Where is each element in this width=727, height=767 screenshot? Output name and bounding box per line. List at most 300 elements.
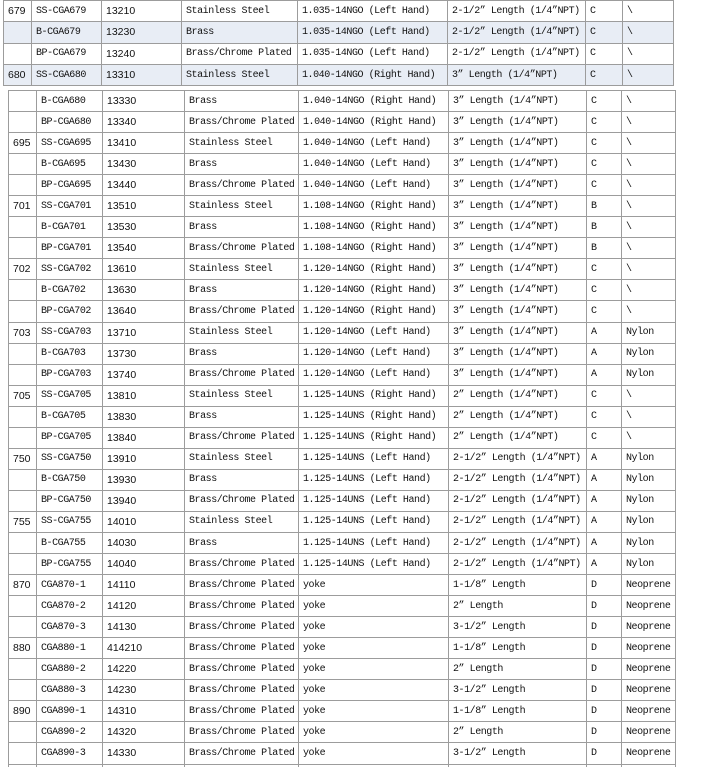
length-cell: 3” Length (1/4”NPT) — [449, 133, 587, 153]
length-cell: 3-1/2” Length — [449, 680, 587, 700]
type-cell: C — [587, 154, 622, 174]
table-row — [9, 365, 676, 386]
item-code-cell: 14010 — [103, 512, 185, 532]
table-row — [9, 470, 676, 491]
item-code-cell: 13610 — [103, 259, 185, 279]
material-cell: Brass/Chrome Plated — [185, 722, 299, 742]
connection-cell: yoke — [299, 743, 449, 763]
part-number-cell: B-CGA750 — [37, 470, 103, 490]
material-cell: Brass/Chrome Plated — [182, 44, 298, 64]
type-cell: A — [587, 323, 622, 343]
item-code-cell: 13930 — [103, 470, 185, 490]
material-cell: Brass — [185, 470, 299, 490]
part-number-cell: CGA880-2 — [37, 659, 103, 679]
item-code-cell: 14330 — [103, 743, 185, 763]
type-cell: D — [587, 722, 622, 742]
length-cell: 2-1/2” Length (1/4”NPT) — [449, 533, 587, 553]
type-cell: D — [587, 680, 622, 700]
part-number-cell: SS-CGA750 — [37, 449, 103, 469]
washer-cell: Neoprene — [622, 617, 676, 637]
length-cell: 2-1/2” Length (1/4”NPT) — [449, 491, 587, 511]
material-cell: Brass/Chrome Plated — [185, 365, 299, 385]
length-cell: 2-1/2” Length (1/4”NPT) — [448, 1, 586, 21]
length-cell: 3” Length (1/4”NPT) — [449, 112, 587, 132]
table-row — [9, 175, 676, 196]
washer-cell: \ — [622, 133, 676, 153]
length-cell: 3” Length (1/4”NPT) — [449, 238, 587, 258]
item-code-cell: 13910 — [103, 449, 185, 469]
table-row — [9, 112, 676, 133]
part-number-cell: SS-CGA702 — [37, 259, 103, 279]
washer-cell: \ — [622, 280, 676, 300]
length-cell: 2-1/2” Length (1/4”NPT) — [449, 554, 587, 574]
item-code-cell: 13440 — [103, 175, 185, 195]
cga-number-cell — [9, 470, 37, 490]
table-row — [9, 554, 676, 575]
connection-cell: yoke — [299, 596, 449, 616]
washer-cell: \ — [622, 238, 676, 258]
washer-cell: \ — [623, 65, 674, 85]
part-number-cell: SS-CGA703 — [37, 323, 103, 343]
table-row — [9, 512, 676, 533]
material-cell: Brass — [185, 217, 299, 237]
connection-cell: yoke — [299, 701, 449, 721]
connection-cell: 1.125-14UNS (Right Hand) — [299, 386, 449, 406]
material-cell: Stainless Steel — [185, 449, 299, 469]
length-cell: 3” Length (1/4”NPT) — [449, 365, 587, 385]
type-cell: C — [586, 1, 623, 21]
cga-number-cell: 679 — [4, 1, 32, 21]
cga-number-cell — [9, 491, 37, 511]
cga-number-cell: 705 — [9, 386, 37, 406]
part-number-cell: B-CGA701 — [37, 217, 103, 237]
part-number-cell: SS-CGA705 — [37, 386, 103, 406]
part-number-cell: BP-CGA702 — [37, 301, 103, 321]
type-cell: C — [586, 65, 623, 85]
part-number-cell: SS-CGA679 — [32, 1, 102, 21]
table-row — [9, 743, 676, 764]
connection-cell: 1.125-14UNS (Left Hand) — [299, 533, 449, 553]
material-cell: Brass/Chrome Plated — [185, 596, 299, 616]
part-number-cell: CGA890-2 — [37, 722, 103, 742]
material-cell: Brass/Chrome Plated — [185, 175, 299, 195]
table-row — [9, 407, 676, 428]
cga-number-cell: 755 — [9, 512, 37, 532]
material-cell: Brass/Chrome Plated — [185, 659, 299, 679]
connection-cell: 1.120-14NGO (Right Hand) — [299, 301, 449, 321]
item-code-cell: 13730 — [103, 344, 185, 364]
material-cell: Stainless Steel — [185, 133, 299, 153]
length-cell: 3” Length (1/4”NPT) — [449, 154, 587, 174]
material-cell: Brass — [185, 344, 299, 364]
cga-number-cell — [9, 659, 37, 679]
connection-cell: 1.120-14NGO (Right Hand) — [299, 259, 449, 279]
table-row — [9, 259, 676, 280]
table-row — [9, 659, 676, 680]
part-number-cell: BP-CGA705 — [37, 428, 103, 448]
type-cell: A — [587, 344, 622, 364]
length-cell: 3-1/2” Length — [449, 617, 587, 637]
part-number-cell: CGA880-3 — [37, 680, 103, 700]
length-cell: 3” Length (1/4”NPT) — [449, 91, 587, 111]
connection-cell: yoke — [299, 722, 449, 742]
part-number-cell: BP-CGA750 — [37, 491, 103, 511]
material-cell: Brass/Chrome Plated — [185, 617, 299, 637]
table-row — [9, 617, 676, 638]
material-cell: Brass/Chrome Plated — [185, 743, 299, 763]
type-cell: A — [587, 512, 622, 532]
table-row — [9, 217, 676, 238]
cga-number-cell — [9, 238, 37, 258]
connection-cell: 1.125-14UNS (Left Hand) — [299, 554, 449, 574]
connection-cell: 1.108-14NGO (Right Hand) — [299, 217, 449, 237]
connection-cell: 1.125-14UNS (Left Hand) — [299, 491, 449, 511]
type-cell: C — [587, 91, 622, 111]
part-number-cell: B-CGA695 — [37, 154, 103, 174]
material-cell: Brass/Chrome Plated — [185, 701, 299, 721]
washer-cell: Nylon — [622, 554, 676, 574]
cga-number-cell: 703 — [9, 323, 37, 343]
material-cell: Brass/Chrome Plated — [185, 428, 299, 448]
item-code-cell: 13810 — [103, 386, 185, 406]
material-cell: Stainless Steel — [185, 323, 299, 343]
item-code-cell: 414210 — [103, 638, 185, 658]
cga-number-cell — [4, 22, 32, 42]
table-row — [9, 154, 676, 175]
length-cell: 3” Length (1/4”NPT) — [449, 175, 587, 195]
part-number-cell: B-CGA679 — [32, 22, 102, 42]
cga-number-cell — [9, 554, 37, 574]
cga-number-cell — [9, 301, 37, 321]
table-row — [9, 449, 676, 470]
type-cell: D — [587, 743, 622, 763]
connection-cell: 1.125-14UNS (Left Hand) — [299, 512, 449, 532]
material-cell: Brass — [185, 407, 299, 427]
washer-cell: Nylon — [622, 470, 676, 490]
cga-number-cell — [9, 175, 37, 195]
material-cell: Brass — [185, 280, 299, 300]
length-cell: 2” Length — [449, 596, 587, 616]
type-cell: A — [587, 470, 622, 490]
part-number-cell: CGA870-3 — [37, 617, 103, 637]
table-row — [4, 1, 674, 22]
part-number-cell: BP-CGA680 — [37, 112, 103, 132]
part-number-cell: B-CGA755 — [37, 533, 103, 553]
type-cell: B — [587, 238, 622, 258]
connection-cell: 1.120-14NGO (Left Hand) — [299, 344, 449, 364]
washer-cell: \ — [622, 112, 676, 132]
part-number-cell: SS-CGA680 — [32, 65, 102, 85]
connection-cell: 1.108-14NGO (Right Hand) — [299, 238, 449, 258]
length-cell: 3” Length (1/4”NPT) — [449, 301, 587, 321]
washer-cell: \ — [622, 407, 676, 427]
fittings-table-main — [8, 90, 676, 765]
table-row — [9, 428, 676, 449]
length-cell: 3” Length (1/4”NPT) — [449, 259, 587, 279]
type-cell: D — [587, 575, 622, 595]
part-number-cell: B-CGA702 — [37, 280, 103, 300]
type-cell: A — [587, 533, 622, 553]
length-cell: 2-1/2” Length (1/4”NPT) — [448, 44, 586, 64]
part-number-cell: BP-CGA701 — [37, 238, 103, 258]
length-cell: 2” Length — [449, 722, 587, 742]
connection-cell: 1.040-14NGO (Left Hand) — [299, 175, 449, 195]
type-cell: B — [587, 196, 622, 216]
material-cell: Brass/Chrome Plated — [185, 301, 299, 321]
type-cell: D — [587, 659, 622, 679]
part-number-cell: B-CGA705 — [37, 407, 103, 427]
connection-cell: 1.125-14UNS (Right Hand) — [299, 428, 449, 448]
washer-cell: Neoprene — [622, 638, 676, 658]
cga-number-cell — [9, 154, 37, 174]
material-cell: Brass/Chrome Plated — [185, 554, 299, 574]
cga-number-cell — [9, 217, 37, 237]
length-cell: 3-1/2” Length — [449, 743, 587, 763]
type-cell: D — [587, 596, 622, 616]
cga-number-cell — [9, 280, 37, 300]
washer-cell: Nylon — [622, 365, 676, 385]
connection-cell: 1.040-14NGO (Right Hand) — [299, 112, 449, 132]
length-cell: 2-1/2” Length (1/4”NPT) — [449, 449, 587, 469]
material-cell: Stainless Steel — [185, 259, 299, 279]
cga-number-cell — [9, 91, 37, 111]
length-cell: 3” Length (1/4”NPT) — [449, 323, 587, 343]
length-cell: 2” Length (1/4”NPT) — [449, 428, 587, 448]
material-cell: Stainless Steel — [182, 1, 298, 21]
connection-cell: yoke — [299, 680, 449, 700]
material-cell: Brass — [182, 22, 298, 42]
length-cell: 2-1/2” Length (1/4”NPT) — [448, 22, 586, 42]
connection-cell: 1.125-14UNS (Left Hand) — [299, 449, 449, 469]
item-code-cell: 13740 — [103, 365, 185, 385]
table-row — [9, 638, 676, 659]
cga-number-cell: 870 — [9, 575, 37, 595]
part-number-cell: CGA890-1 — [37, 701, 103, 721]
table-row — [9, 344, 676, 365]
type-cell: A — [587, 491, 622, 511]
connection-cell: yoke — [299, 617, 449, 637]
table-row — [9, 491, 676, 512]
material-cell: Brass/Chrome Plated — [185, 638, 299, 658]
table-row — [9, 680, 676, 701]
material-cell: Stainless Steel — [185, 386, 299, 406]
type-cell: A — [587, 365, 622, 385]
item-code-cell: 13210 — [102, 1, 182, 21]
type-cell: C — [587, 259, 622, 279]
type-cell: A — [587, 449, 622, 469]
type-cell: D — [587, 701, 622, 721]
washer-cell: Neoprene — [622, 680, 676, 700]
connection-cell: 1.108-14NGO (Right Hand) — [299, 196, 449, 216]
item-code-cell: 13410 — [103, 133, 185, 153]
fittings-table-top — [3, 0, 674, 86]
cga-number-cell — [9, 365, 37, 385]
connection-cell: 1.125-14UNS (Right Hand) — [299, 407, 449, 427]
material-cell: Stainless Steel — [182, 65, 298, 85]
type-cell: B — [587, 217, 622, 237]
cga-number-cell — [9, 722, 37, 742]
washer-cell: \ — [622, 259, 676, 279]
connection-cell: 1.040-14NGO (Left Hand) — [299, 154, 449, 174]
washer-cell: \ — [622, 175, 676, 195]
washer-cell: Neoprene — [622, 743, 676, 763]
table-row — [4, 44, 674, 65]
cga-number-cell — [4, 44, 32, 64]
type-cell: C — [587, 175, 622, 195]
part-number-cell: CGA880-1 — [37, 638, 103, 658]
table-row — [9, 533, 676, 554]
table-row — [9, 701, 676, 722]
connection-cell: 1.040-14NGO (Left Hand) — [299, 133, 449, 153]
length-cell: 2” Length — [449, 659, 587, 679]
item-code-cell: 14220 — [103, 659, 185, 679]
item-code-cell: 13940 — [103, 491, 185, 511]
connection-cell: 1.040-14NGO (Right Hand) — [298, 65, 448, 85]
part-number-cell: CGA870-2 — [37, 596, 103, 616]
washer-cell: \ — [622, 91, 676, 111]
type-cell: C — [587, 112, 622, 132]
length-cell: 2-1/2” Length (1/4”NPT) — [449, 470, 587, 490]
length-cell: 3” Length (1/4”NPT) — [449, 280, 587, 300]
washer-cell: \ — [622, 196, 676, 216]
item-code-cell: 14310 — [103, 701, 185, 721]
table-row — [9, 596, 676, 617]
cga-number-cell: 702 — [9, 259, 37, 279]
part-number-cell: SS-CGA755 — [37, 512, 103, 532]
table-row — [9, 133, 676, 154]
item-code-cell: 13830 — [103, 407, 185, 427]
item-code-cell: 13640 — [103, 301, 185, 321]
connection-cell: 1.125-14UNS (Left Hand) — [299, 470, 449, 490]
length-cell: 1-1/8” Length — [449, 575, 587, 595]
connection-cell: 1.040-14NGO (Right Hand) — [299, 91, 449, 111]
washer-cell: \ — [623, 22, 674, 42]
part-number-cell: BP-CGA755 — [37, 554, 103, 574]
type-cell: A — [587, 554, 622, 574]
material-cell: Brass — [185, 154, 299, 174]
connection-cell: 1.120-14NGO (Left Hand) — [299, 323, 449, 343]
cga-number-cell — [9, 617, 37, 637]
washer-cell: Neoprene — [622, 722, 676, 742]
washer-cell: Nylon — [622, 533, 676, 553]
type-cell: C — [586, 44, 623, 64]
length-cell: 3” Length (1/4”NPT) — [449, 196, 587, 216]
type-cell: C — [587, 280, 622, 300]
table-row — [9, 323, 676, 344]
connection-cell: yoke — [299, 659, 449, 679]
type-cell: D — [587, 638, 622, 658]
washer-cell: Nylon — [622, 491, 676, 511]
washer-cell: Neoprene — [622, 575, 676, 595]
part-number-cell: BP-CGA703 — [37, 365, 103, 385]
item-code-cell: 13430 — [103, 154, 185, 174]
material-cell: Brass/Chrome Plated — [185, 112, 299, 132]
cga-number-cell: 890 — [9, 701, 37, 721]
cga-number-cell — [9, 344, 37, 364]
type-cell: D — [587, 617, 622, 637]
washer-cell: Neoprene — [622, 596, 676, 616]
length-cell: 1-1/8” Length — [449, 701, 587, 721]
table-row — [9, 722, 676, 743]
item-code-cell: 13710 — [103, 323, 185, 343]
cga-number-cell — [9, 428, 37, 448]
length-cell: 1-1/8” Length — [449, 638, 587, 658]
part-number-cell: BP-CGA695 — [37, 175, 103, 195]
washer-cell: Neoprene — [622, 659, 676, 679]
item-code-cell: 13230 — [102, 22, 182, 42]
length-cell: 2” Length (1/4”NPT) — [449, 407, 587, 427]
part-number-cell: BP-CGA679 — [32, 44, 102, 64]
washer-cell: \ — [622, 154, 676, 174]
table-row — [9, 386, 676, 407]
table-row — [9, 238, 676, 259]
material-cell: Brass — [185, 91, 299, 111]
table-row — [4, 22, 674, 43]
connection-cell: 1.035-14NGO (Left Hand) — [298, 44, 448, 64]
table-row — [9, 196, 676, 217]
washer-cell: Nylon — [622, 512, 676, 532]
material-cell: Stainless Steel — [185, 512, 299, 532]
connection-cell: 1.035-14NGO (Left Hand) — [298, 1, 448, 21]
table-row — [9, 280, 676, 301]
material-cell: Stainless Steel — [185, 196, 299, 216]
length-cell: 2” Length (1/4”NPT) — [449, 386, 587, 406]
table-row — [9, 575, 676, 596]
washer-cell: \ — [622, 217, 676, 237]
washer-cell: \ — [623, 1, 674, 21]
cga-number-cell — [9, 533, 37, 553]
item-code-cell: 13630 — [103, 280, 185, 300]
material-cell: Brass/Chrome Plated — [185, 491, 299, 511]
connection-cell: yoke — [299, 638, 449, 658]
part-number-cell: CGA870-1 — [37, 575, 103, 595]
washer-cell: \ — [623, 44, 674, 64]
washer-cell: Nylon — [622, 323, 676, 343]
cga-number-cell — [9, 596, 37, 616]
cga-number-cell: 680 — [4, 65, 32, 85]
item-code-cell: 14030 — [103, 533, 185, 553]
part-number-cell: SS-CGA701 — [37, 196, 103, 216]
material-cell: Brass/Chrome Plated — [185, 238, 299, 258]
cga-number-cell: 880 — [9, 638, 37, 658]
cga-number-cell: 750 — [9, 449, 37, 469]
type-cell: C — [587, 428, 622, 448]
washer-cell: \ — [622, 301, 676, 321]
type-cell: C — [587, 407, 622, 427]
cga-number-cell — [9, 407, 37, 427]
length-cell: 3” Length (1/4”NPT) — [448, 65, 586, 85]
cga-number-cell — [9, 680, 37, 700]
item-code-cell: 14320 — [103, 722, 185, 742]
length-cell: 2-1/2” Length (1/4”NPT) — [449, 512, 587, 532]
item-code-cell: 14040 — [103, 554, 185, 574]
item-code-cell: 13540 — [103, 238, 185, 258]
type-cell: C — [587, 386, 622, 406]
part-number-cell: B-CGA680 — [37, 91, 103, 111]
type-cell: C — [586, 22, 623, 42]
part-number-cell: SS-CGA695 — [37, 133, 103, 153]
material-cell: Brass/Chrome Plated — [185, 680, 299, 700]
connection-cell: 1.035-14NGO (Left Hand) — [298, 22, 448, 42]
washer-cell: \ — [622, 386, 676, 406]
connection-cell: 1.120-14NGO (Left Hand) — [299, 365, 449, 385]
item-code-cell: 13840 — [103, 428, 185, 448]
type-cell: C — [587, 301, 622, 321]
table-row — [9, 301, 676, 322]
length-cell: 3” Length (1/4”NPT) — [449, 344, 587, 364]
connection-cell: yoke — [299, 575, 449, 595]
item-code-cell: 13330 — [103, 91, 185, 111]
